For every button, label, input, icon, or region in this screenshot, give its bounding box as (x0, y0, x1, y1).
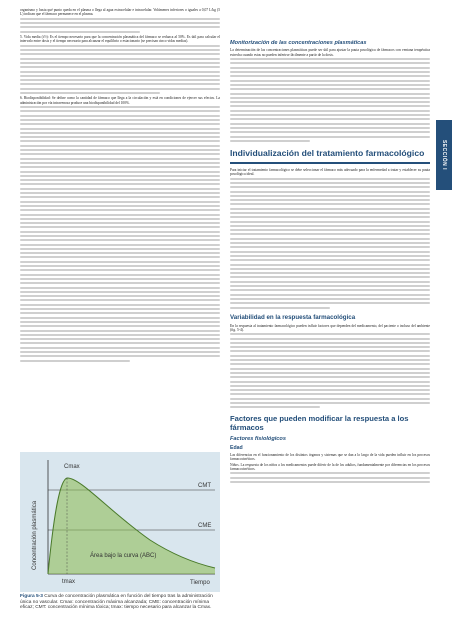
para-variabilidad: En la respuesta al tratamiento farmacológico pueden influir factores que dependen del medicamento, del paciente o incluso del ambiente (fig. 5-4). (230, 323, 430, 332)
figure-caption (20, 594, 220, 611)
left-text-block-3 (20, 106, 220, 362)
heading-factores-fisiologicos: Factores fisiológicos (230, 436, 286, 443)
left-column (20, 8, 220, 364)
caption-text: Curva de concentración plasmática en función del tiempo tras la administración única no vascular. Cmax: concentración máxima alcanzada; CME: concentración mínima eficaz; CMT: concentración mínima tóxica; tmax: tiempo necesario para alcanzar la Cmax. (20, 594, 213, 611)
heading-monitorizacion: Monitorización de las concentraciones plasmáticas (230, 40, 367, 46)
caption-label: Figura 5-3 (20, 594, 43, 599)
right-text-block-4 (230, 472, 430, 483)
left-text-block-1 (20, 18, 220, 33)
left-item-5: 5. Vida media (t½): Es el tiempo necesario para que la concentración plasmática del fármaco se reduzca al 50%. Es útil para calcular el intervalo entre dosis y el tiempo necesario para alcanzar el equilibrio o estacionario (se precisan cinco vidas medias). (20, 34, 220, 44)
heading-variabilidad: Variabilidad en la respuesta farmacológica (230, 313, 356, 321)
right-text-block-1 (230, 58, 430, 142)
heading-factores: Factores que pueden modificar la respuesta a los fármacos (230, 414, 409, 433)
para-individualizacion: Para iniciar el tratamiento farmacológico se debe seleccionar el fármaco más adecuado para la enfermedad a tratar y establecer su pauta posológica ideal. (230, 167, 430, 177)
left-item-6: 6. Biodisponibilidad: Se define como la cantidad de fármaco que llega a la circulación y está en condiciones de ejercer sus efectos. La administración por vía intravenosa produce una biodisponibilidad del 100%. (20, 96, 220, 105)
area-label: Área bajo la curva (ABC) (90, 553, 157, 559)
para-ninos: Niños. La respuesta de los niños a los medicamentos puede diferir de la de los adultos, fundamentalmente por diferencias en los procesos farmacocinéticos. (230, 462, 430, 471)
heading-rule (230, 162, 430, 164)
figure-5-3 (20, 452, 220, 592)
para-edad: Las diferencias en el funcionamiento de los distintos órganos y sistemas que se dan a lo largo de la vida pueden influir en los procesos farmacocinéticos. (230, 452, 430, 462)
tmax-label: tmax (62, 579, 76, 585)
cmax-label: Cmax (64, 464, 80, 470)
para-monitorizacion: La determinación de las concentraciones plasmáticas puede ser útil para ajustar la pauta posológica de fármacos con ventana terapéutica estrecha cuando estas no pueden inferirse fácilmente a partir de la dosis. (230, 48, 430, 57)
cmt-label: CMT (198, 483, 211, 489)
cme-label: CME (198, 523, 212, 529)
section-tab-label: SECCIÓN I (441, 139, 447, 171)
concentration-time-chart (20, 452, 220, 592)
right-text-block-3 (230, 333, 430, 408)
x-axis-label: Tiempo (190, 580, 210, 586)
heading-edad: Edad (230, 444, 243, 451)
right-text-block-2 (230, 178, 430, 309)
right-column (230, 8, 430, 485)
heading-individualizacion: Individualización del tratamiento farmacológico (230, 147, 425, 158)
left-para-1: organismo y hasta qué punto queda en el plasma o llega al agua extracelular e intracelular. Volúmenes inferiores o iguales a 0,07 L/kg (5 L) indican que el fármaco permanece en el plasma. (20, 8, 220, 17)
left-text-block-2 (20, 45, 220, 94)
y-axis-label: Concentración plasmática (32, 500, 38, 570)
section-tab (436, 120, 452, 190)
